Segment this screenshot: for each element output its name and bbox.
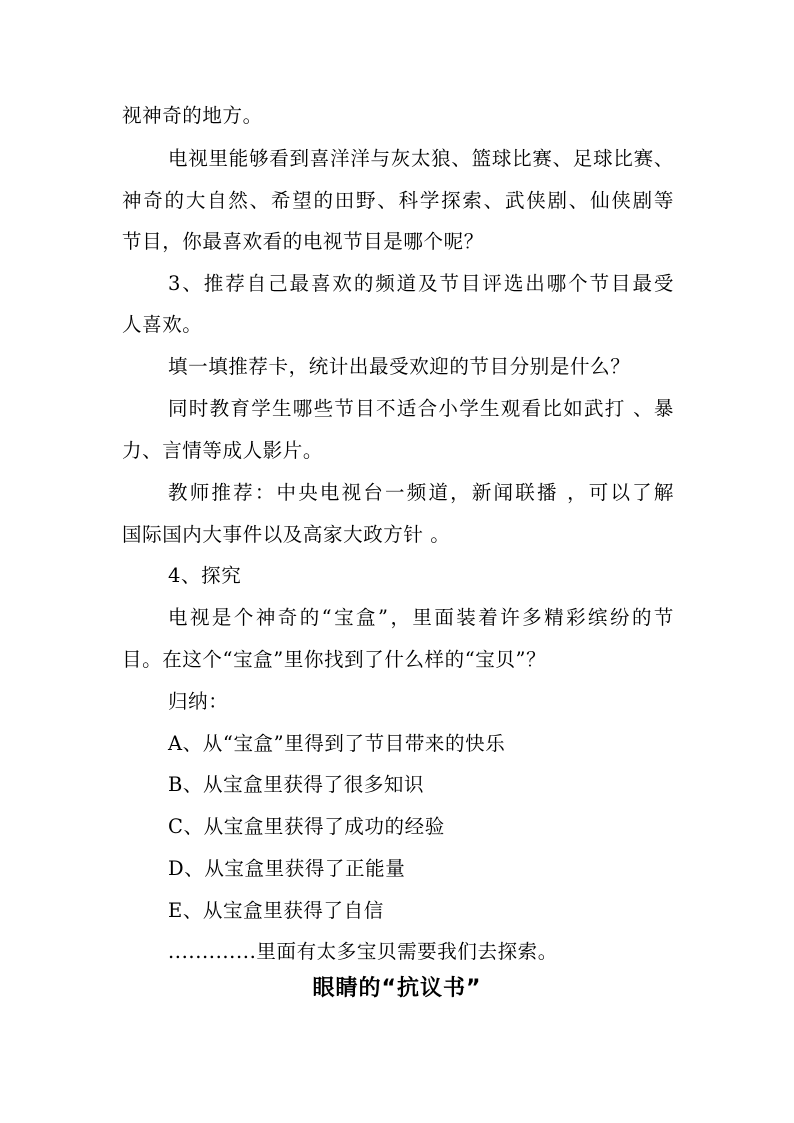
text-line: .............里面有太多宝贝需要我们去探索。 bbox=[168, 940, 558, 963]
text-line: 教师推荐：中央电视台一频道，新闻联播 ，可以了解 bbox=[168, 481, 674, 504]
text-line: B、从宝盒里获得了很多知识 bbox=[168, 773, 425, 796]
text-line: 力、言情等成人影片。 bbox=[122, 439, 324, 462]
text-line: A、从“宝盒”里得到了节目带来的快乐 bbox=[168, 732, 506, 755]
text-line: 电视里能够看到喜洋洋与灰太狼、篮球比赛、足球比赛、 bbox=[168, 147, 674, 170]
text-line: 填一填推荐卡，统计出最受欢迎的节目分别是什么？ bbox=[168, 355, 631, 378]
text-line: 3、推荐自己最喜欢的频道及节目评选出哪个节目最受 bbox=[168, 272, 674, 295]
text-line: 目。在这个“宝盒”里你找到了什么样的“宝贝”？ bbox=[122, 648, 547, 671]
text-line: 国际国内大事件以及高家大政方针 。 bbox=[122, 523, 451, 546]
text-line: D、从宝盒里获得了正能量 bbox=[168, 857, 406, 880]
text-line: 同时教育学生哪些节目不适合小学生观看比如武打 、暴 bbox=[168, 397, 674, 420]
text-line: 人喜欢。 bbox=[122, 313, 203, 336]
text-line: 4、探究 bbox=[168, 564, 242, 587]
text-line: 神奇的大自然、希望的田野、科学探索、武侠剧、仙侠剧等 bbox=[122, 189, 674, 212]
text-line: 电视是个神奇的“宝盒”，里面装着许多精彩缤纷的节 bbox=[168, 606, 674, 629]
section-heading: 眼睛的“抗议书” bbox=[312, 976, 482, 1001]
text-line: 归纳： bbox=[168, 690, 229, 713]
text-line: 视神奇的地方。 bbox=[122, 104, 263, 127]
text-line: C、从宝盒里获得了成功的经验 bbox=[168, 815, 445, 838]
text-line: 节目，你最喜欢看的电视节目是哪个呢？ bbox=[122, 230, 484, 253]
text-line: E、从宝盒里获得了自信 bbox=[168, 899, 384, 922]
